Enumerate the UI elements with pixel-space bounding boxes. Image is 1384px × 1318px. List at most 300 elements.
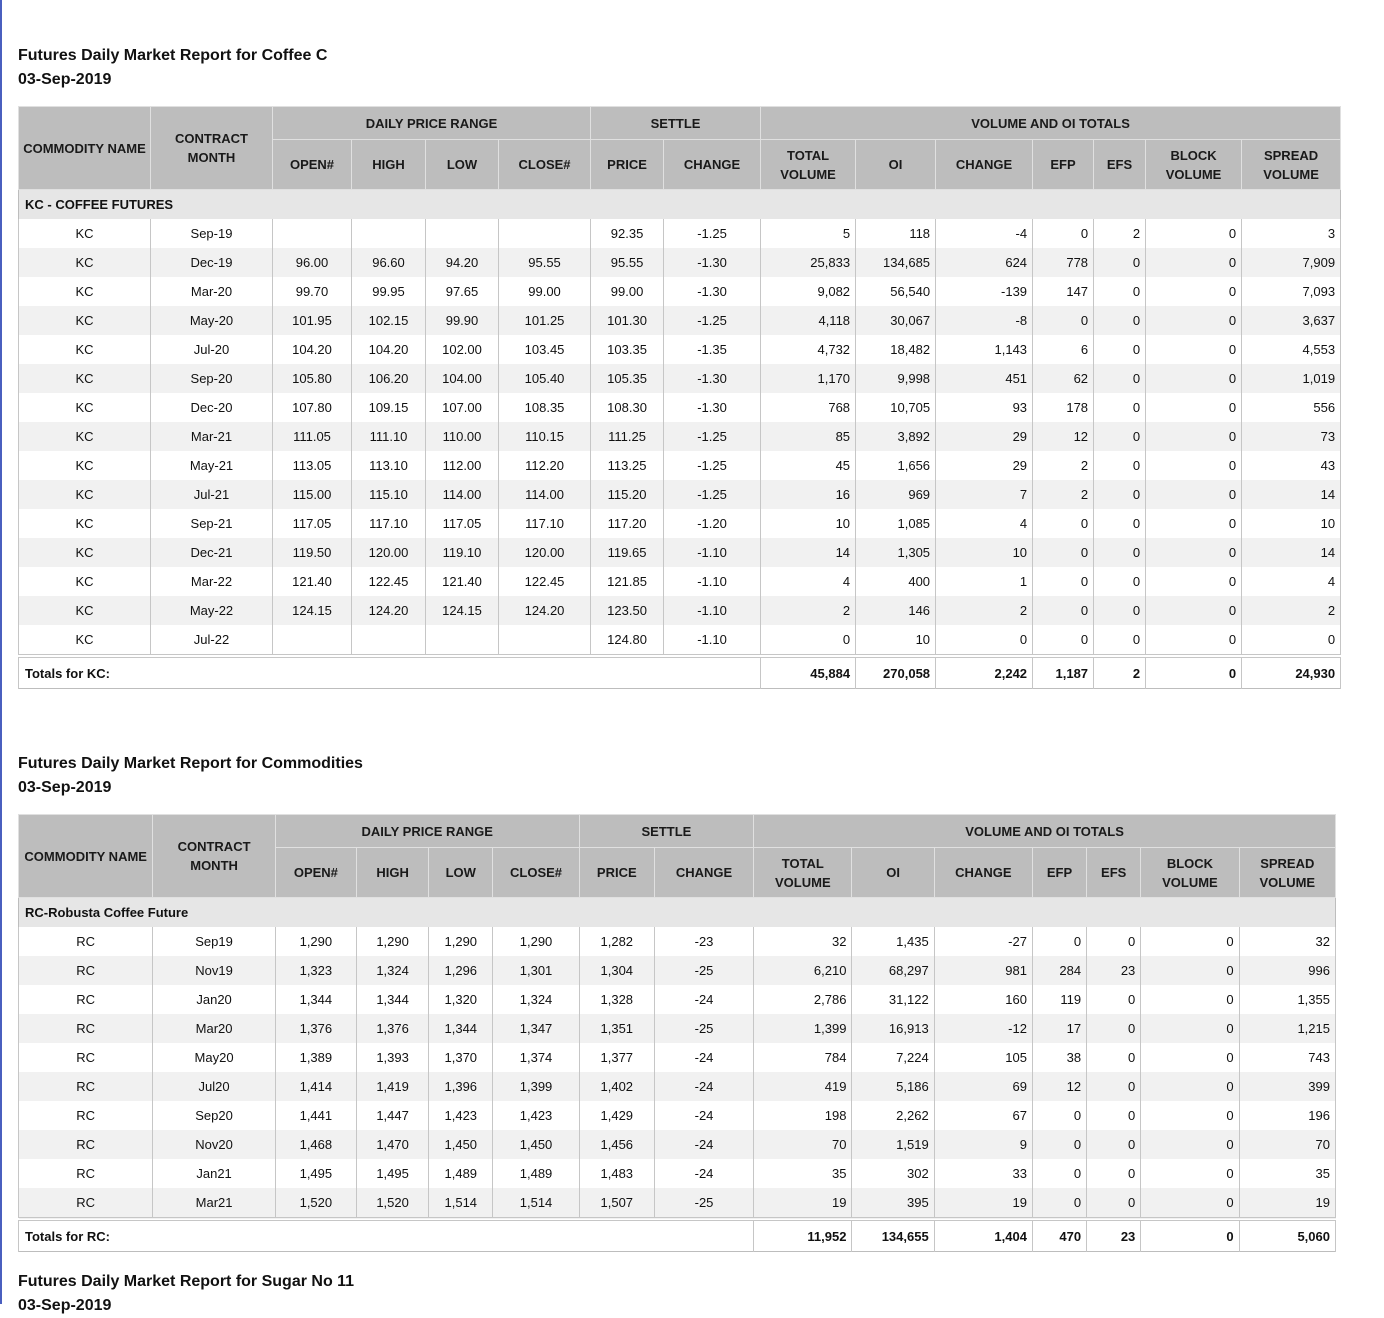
cell-contract-month: Jul20 xyxy=(153,1072,275,1101)
cell-oi-change: -4 xyxy=(936,219,1033,248)
cell-efp: 778 xyxy=(1033,248,1094,277)
cell-settle-price: 1,351 xyxy=(579,1014,654,1043)
cell-oi: 2,262 xyxy=(852,1101,934,1130)
table-row xyxy=(19,1014,1336,1043)
cell-efs: 2 xyxy=(1094,219,1146,248)
cell-close: 108.35 xyxy=(499,393,591,422)
cell-close: 95.55 xyxy=(499,248,591,277)
cell-commodity-name: KC xyxy=(19,480,151,509)
report-title: Futures Daily Market Report for Sugar No 11 xyxy=(18,1273,355,1290)
cell-oi-change: 451 xyxy=(936,364,1033,393)
cell-open: 1,323 xyxy=(275,956,356,985)
cell-efp: 6 xyxy=(1033,335,1094,364)
totals-label: Totals for KC: xyxy=(19,656,761,689)
group-settle: SETTLE xyxy=(579,815,754,848)
col-open: OPEN# xyxy=(275,848,356,898)
cell-contract-month: May-21 xyxy=(151,451,273,480)
cell-open: 117.05 xyxy=(273,509,352,538)
cell-low: 117.05 xyxy=(426,509,499,538)
cell-settle-change: -1.30 xyxy=(664,248,761,277)
total-spread-volume: 5,060 xyxy=(1239,1219,1335,1252)
cell-commodity-name: KC xyxy=(19,509,151,538)
total-oi-change: 1,404 xyxy=(934,1219,1032,1252)
cell-settle-price: 99.00 xyxy=(591,277,664,306)
total-block-volume: 0 xyxy=(1141,1219,1239,1252)
cell-oi: 302 xyxy=(852,1159,934,1188)
cell-efs: 0 xyxy=(1087,985,1141,1014)
cell-open xyxy=(273,625,352,656)
cell-close: 105.40 xyxy=(499,364,591,393)
cell-block-volume: 0 xyxy=(1146,277,1242,306)
cell-oi-change: -12 xyxy=(934,1014,1032,1043)
cell-commodity-name: KC xyxy=(19,393,151,422)
market-table xyxy=(18,814,1336,1252)
cell-total-volume: 4,118 xyxy=(761,306,856,335)
cell-high: 1,324 xyxy=(356,956,428,985)
cell-contract-month: Jul-22 xyxy=(151,625,273,656)
cell-oi-change: 93 xyxy=(936,393,1033,422)
cell-high: 120.00 xyxy=(352,538,426,567)
col-oi: OI xyxy=(852,848,934,898)
cell-spread-volume: 399 xyxy=(1239,1072,1335,1101)
cell-close: 101.25 xyxy=(499,306,591,335)
cell-efp: 0 xyxy=(1032,927,1086,956)
group-label: RC-Robusta Coffee Future xyxy=(19,898,1336,928)
cell-high xyxy=(352,219,426,248)
cell-block-volume: 0 xyxy=(1146,335,1242,364)
cell-close: 1,301 xyxy=(493,956,579,985)
total-block-volume: 0 xyxy=(1146,656,1242,689)
cell-oi-change: -139 xyxy=(936,277,1033,306)
cell-settle-change: -1.30 xyxy=(664,364,761,393)
cell-commodity-name: KC xyxy=(19,364,151,393)
cell-settle-change: -23 xyxy=(654,927,753,956)
cell-oi-change: 33 xyxy=(934,1159,1032,1188)
cell-total-volume: 6,210 xyxy=(754,956,852,985)
cell-high: 117.10 xyxy=(352,509,426,538)
cell-settle-price: 117.20 xyxy=(591,509,664,538)
cell-open: 113.05 xyxy=(273,451,352,480)
total-spread-volume: 24,930 xyxy=(1242,656,1341,689)
cell-contract-month: Jul-20 xyxy=(151,335,273,364)
cell-settle-change: -1.25 xyxy=(664,219,761,248)
col-efs: EFS xyxy=(1087,848,1141,898)
cell-close: 114.00 xyxy=(499,480,591,509)
cell-spread-volume: 14 xyxy=(1242,538,1341,567)
group-label: KC - COFFEE FUTURES xyxy=(19,190,1341,220)
cell-open: 101.95 xyxy=(273,306,352,335)
cell-oi-change: 160 xyxy=(934,985,1032,1014)
cell-efs: 0 xyxy=(1094,248,1146,277)
cell-efp: 0 xyxy=(1033,567,1094,596)
cell-oi-change: 69 xyxy=(934,1072,1032,1101)
cell-settle-change: -1.35 xyxy=(664,335,761,364)
total-efs: 2 xyxy=(1094,656,1146,689)
cell-commodity-name: RC xyxy=(19,1014,153,1043)
cell-spread-volume: 43 xyxy=(1242,451,1341,480)
cell-contract-month: Dec-19 xyxy=(151,248,273,277)
cell-contract-month: Mar-21 xyxy=(151,422,273,451)
cell-block-volume: 0 xyxy=(1146,364,1242,393)
cell-oi: 400 xyxy=(856,567,936,596)
cell-close: 122.45 xyxy=(499,567,591,596)
cell-settle-price: 1,282 xyxy=(579,927,654,956)
cell-open: 1,290 xyxy=(275,927,356,956)
col-settle-price: PRICE xyxy=(579,848,654,898)
report-title: Futures Daily Market Report for Commodities xyxy=(18,755,363,772)
cell-block-volume: 0 xyxy=(1141,1159,1239,1188)
cell-oi-change: 10 xyxy=(936,538,1033,567)
cell-commodity-name: RC xyxy=(19,985,153,1014)
cell-high: 1,344 xyxy=(356,985,428,1014)
cell-contract-month: Nov20 xyxy=(153,1130,275,1159)
cell-spread-volume: 32 xyxy=(1239,927,1335,956)
cell-contract-month: Sep-21 xyxy=(151,509,273,538)
cell-high: 1,447 xyxy=(356,1101,428,1130)
cell-oi-change: 4 xyxy=(936,509,1033,538)
cell-low: 1,514 xyxy=(429,1188,493,1219)
cell-total-volume: 4 xyxy=(761,567,856,596)
cell-total-volume: 2,786 xyxy=(754,985,852,1014)
cell-high xyxy=(352,625,426,656)
table-row xyxy=(19,1159,1336,1188)
cell-commodity-name: KC xyxy=(19,422,151,451)
cell-close: 1,489 xyxy=(493,1159,579,1188)
cell-commodity-name: KC xyxy=(19,335,151,364)
cell-oi: 68,297 xyxy=(852,956,934,985)
group-volume-oi-totals: VOLUME AND OI TOTALS xyxy=(761,107,1341,140)
cell-settle-price: 123.50 xyxy=(591,596,664,625)
cell-settle-price: 101.30 xyxy=(591,306,664,335)
cell-spread-volume: 19 xyxy=(1239,1188,1335,1219)
cell-oi: 31,122 xyxy=(852,985,934,1014)
cell-total-volume: 70 xyxy=(754,1130,852,1159)
cell-efp: 0 xyxy=(1032,1101,1086,1130)
cell-efp: 0 xyxy=(1032,1130,1086,1159)
cell-efp: 2 xyxy=(1033,480,1094,509)
cell-high: 115.10 xyxy=(352,480,426,509)
cell-low: 119.10 xyxy=(426,538,499,567)
cell-low: 102.00 xyxy=(426,335,499,364)
cell-open: 1,414 xyxy=(275,1072,356,1101)
cell-spread-volume: 35 xyxy=(1239,1159,1335,1188)
totals-row xyxy=(19,1219,1336,1252)
cell-open: 1,344 xyxy=(275,985,356,1014)
cell-settle-price: 1,456 xyxy=(579,1130,654,1159)
cell-open: 1,468 xyxy=(275,1130,356,1159)
cell-oi-change: 29 xyxy=(936,451,1033,480)
cell-oi-change: 0 xyxy=(936,625,1033,656)
table-row xyxy=(19,625,1341,656)
cell-low: 1,423 xyxy=(429,1101,493,1130)
cell-spread-volume: 1,019 xyxy=(1242,364,1341,393)
cell-oi: 3,892 xyxy=(856,422,936,451)
col-efp: EFP xyxy=(1033,140,1094,190)
table-body xyxy=(19,219,1341,656)
table-row xyxy=(19,1130,1336,1159)
group-daily-price-range: DAILY PRICE RANGE xyxy=(275,815,579,848)
cell-total-volume: 1,170 xyxy=(761,364,856,393)
cell-settle-price: 111.25 xyxy=(591,422,664,451)
cell-settle-price: 124.80 xyxy=(591,625,664,656)
col-block-volume: BLOCK VOLUME xyxy=(1141,848,1239,898)
cell-low: 1,489 xyxy=(429,1159,493,1188)
cell-efp: 62 xyxy=(1033,364,1094,393)
cell-efs: 0 xyxy=(1094,393,1146,422)
cell-high: 1,376 xyxy=(356,1014,428,1043)
cell-total-volume: 419 xyxy=(754,1072,852,1101)
report-sugar-no-11 xyxy=(18,1270,354,1318)
cell-total-volume: 35 xyxy=(754,1159,852,1188)
cell-low: 107.00 xyxy=(426,393,499,422)
cell-block-volume: 0 xyxy=(1146,538,1242,567)
total-efp: 470 xyxy=(1032,1219,1086,1252)
cell-high: 1,419 xyxy=(356,1072,428,1101)
cell-oi-change: 1,143 xyxy=(936,335,1033,364)
cell-commodity-name: RC xyxy=(19,927,153,956)
cell-spread-volume: 4,553 xyxy=(1242,335,1341,364)
cell-block-volume: 0 xyxy=(1146,480,1242,509)
cell-close: 1,374 xyxy=(493,1043,579,1072)
cell-efs: 0 xyxy=(1094,567,1146,596)
cell-high: 109.15 xyxy=(352,393,426,422)
cell-oi: 30,067 xyxy=(856,306,936,335)
cell-oi-change: 981 xyxy=(934,956,1032,985)
cell-block-volume: 0 xyxy=(1146,248,1242,277)
cell-block-volume: 0 xyxy=(1141,927,1239,956)
cell-oi-change: 9 xyxy=(934,1130,1032,1159)
cell-close: 120.00 xyxy=(499,538,591,567)
cell-efs: 0 xyxy=(1094,451,1146,480)
col-commodity-name: COMMODITY NAME xyxy=(19,815,153,898)
cell-open: 111.05 xyxy=(273,422,352,451)
table-row xyxy=(19,567,1341,596)
cell-efp: 0 xyxy=(1033,219,1094,248)
cell-low: 1,296 xyxy=(429,956,493,985)
report-commodities xyxy=(18,752,1336,1252)
cell-commodity-name: RC xyxy=(19,1130,153,1159)
col-spread-volume: SPREAD VOLUME xyxy=(1239,848,1335,898)
cell-close: 124.20 xyxy=(499,596,591,625)
cell-efs: 0 xyxy=(1094,364,1146,393)
col-open: OPEN# xyxy=(273,140,352,190)
report-title: Futures Daily Market Report for Coffee C xyxy=(18,47,328,64)
cell-total-volume: 1,399 xyxy=(754,1014,852,1043)
col-close: CLOSE# xyxy=(493,848,579,898)
col-settle-change: CHANGE xyxy=(654,848,753,898)
total-efs: 23 xyxy=(1087,1219,1141,1252)
cell-commodity-name: RC xyxy=(19,1043,153,1072)
col-block-volume: BLOCK VOLUME xyxy=(1146,140,1242,190)
group-settle: SETTLE xyxy=(591,107,761,140)
col-efs: EFS xyxy=(1094,140,1146,190)
cell-oi-change: 105 xyxy=(934,1043,1032,1072)
col-low: LOW xyxy=(426,140,499,190)
cell-commodity-name: KC xyxy=(19,567,151,596)
cell-spread-volume: 996 xyxy=(1239,956,1335,985)
cell-efs: 23 xyxy=(1087,956,1141,985)
cell-oi: 10,705 xyxy=(856,393,936,422)
cell-block-volume: 0 xyxy=(1141,985,1239,1014)
cell-settle-change: -1.30 xyxy=(664,277,761,306)
cell-total-volume: 2 xyxy=(761,596,856,625)
cell-settle-change: -24 xyxy=(654,1043,753,1072)
col-contract-month: CONTRACT MONTH xyxy=(153,815,275,898)
cell-oi-change: 2 xyxy=(936,596,1033,625)
cell-settle-price: 103.35 xyxy=(591,335,664,364)
cell-spread-volume: 1,355 xyxy=(1239,985,1335,1014)
cell-commodity-name: KC xyxy=(19,625,151,656)
cell-low: 1,344 xyxy=(429,1014,493,1043)
table-row xyxy=(19,538,1341,567)
cell-oi-change: 67 xyxy=(934,1101,1032,1130)
cell-commodity-name: KC xyxy=(19,277,151,306)
cell-contract-month: Mar-20 xyxy=(151,277,273,306)
table-body xyxy=(19,927,1336,1219)
cell-spread-volume: 70 xyxy=(1239,1130,1335,1159)
cell-close: 1,399 xyxy=(493,1072,579,1101)
cell-block-volume: 0 xyxy=(1141,1188,1239,1219)
cell-high: 99.95 xyxy=(352,277,426,306)
table-row xyxy=(19,927,1336,956)
cell-oi: 5,186 xyxy=(852,1072,934,1101)
cell-efs: 0 xyxy=(1094,422,1146,451)
cell-settle-change: -24 xyxy=(654,1101,753,1130)
cell-close: 1,423 xyxy=(493,1101,579,1130)
cell-efp: 2 xyxy=(1033,451,1094,480)
cell-efp: 178 xyxy=(1033,393,1094,422)
cell-open: 119.50 xyxy=(273,538,352,567)
cell-close: 1,347 xyxy=(493,1014,579,1043)
cell-commodity-name: KC xyxy=(19,538,151,567)
cell-settle-price: 108.30 xyxy=(591,393,664,422)
cell-settle-change: -1.20 xyxy=(664,509,761,538)
cell-low: 124.15 xyxy=(426,596,499,625)
cell-settle-price: 115.20 xyxy=(591,480,664,509)
cell-oi-change: 19 xyxy=(934,1188,1032,1219)
table-row xyxy=(19,1101,1336,1130)
cell-open: 1,389 xyxy=(275,1043,356,1072)
table-row xyxy=(19,596,1341,625)
cell-contract-month: Sep20 xyxy=(153,1101,275,1130)
cell-total-volume: 4,732 xyxy=(761,335,856,364)
col-low: LOW xyxy=(429,848,493,898)
col-efp: EFP xyxy=(1032,848,1086,898)
cell-oi-change: -27 xyxy=(934,927,1032,956)
cell-high: 1,290 xyxy=(356,927,428,956)
cell-settle-price: 1,328 xyxy=(579,985,654,1014)
cell-efp: 0 xyxy=(1032,1159,1086,1188)
cell-spread-volume: 196 xyxy=(1239,1101,1335,1130)
cell-high: 124.20 xyxy=(352,596,426,625)
cell-high: 1,470 xyxy=(356,1130,428,1159)
cell-commodity-name: KC xyxy=(19,451,151,480)
cell-high: 113.10 xyxy=(352,451,426,480)
cell-oi-change: 624 xyxy=(936,248,1033,277)
table-row xyxy=(19,277,1341,306)
cell-high: 106.20 xyxy=(352,364,426,393)
cell-high: 102.15 xyxy=(352,306,426,335)
cell-settle-price: 1,402 xyxy=(579,1072,654,1101)
cell-low xyxy=(426,625,499,656)
cell-spread-volume: 14 xyxy=(1242,480,1341,509)
cell-settle-change: -1.10 xyxy=(664,625,761,656)
cell-close: 1,290 xyxy=(493,927,579,956)
table-row xyxy=(19,1072,1336,1101)
cell-open: 115.00 xyxy=(273,480,352,509)
cell-settle-price: 105.35 xyxy=(591,364,664,393)
cell-low: 112.00 xyxy=(426,451,499,480)
cell-low: 121.40 xyxy=(426,567,499,596)
cell-high: 1,495 xyxy=(356,1159,428,1188)
cell-efp: 284 xyxy=(1032,956,1086,985)
col-commodity-name: COMMODITY NAME xyxy=(19,107,151,190)
cell-spread-volume: 73 xyxy=(1242,422,1341,451)
totals-label: Totals for RC: xyxy=(19,1219,754,1252)
col-spread-volume: SPREAD VOLUME xyxy=(1242,140,1341,190)
cell-settle-price: 121.85 xyxy=(591,567,664,596)
cell-efp: 17 xyxy=(1032,1014,1086,1043)
table-row xyxy=(19,335,1341,364)
total-volume: 11,952 xyxy=(754,1219,852,1252)
cell-efs: 0 xyxy=(1087,1043,1141,1072)
report-date: 03-Sep-2019 xyxy=(18,71,112,88)
table-row xyxy=(19,480,1341,509)
cell-commodity-name: RC xyxy=(19,1072,153,1101)
cell-contract-month: May20 xyxy=(153,1043,275,1072)
cell-settle-change: -1.25 xyxy=(664,451,761,480)
cell-oi: 1,435 xyxy=(852,927,934,956)
cell-settle-price: 1,507 xyxy=(579,1188,654,1219)
table-row xyxy=(19,451,1341,480)
cell-contract-month: Nov19 xyxy=(153,956,275,985)
cell-oi: 1,519 xyxy=(852,1130,934,1159)
cell-close xyxy=(499,625,591,656)
cell-contract-month: Dec-21 xyxy=(151,538,273,567)
cell-settle-change: -25 xyxy=(654,956,753,985)
cell-low: 99.90 xyxy=(426,306,499,335)
cell-settle-change: -1.25 xyxy=(664,306,761,335)
cell-spread-volume: 556 xyxy=(1242,393,1341,422)
cell-spread-volume: 0 xyxy=(1242,625,1341,656)
cell-oi: 1,085 xyxy=(856,509,936,538)
cell-oi: 1,305 xyxy=(856,538,936,567)
cell-oi: 56,540 xyxy=(856,277,936,306)
totals-row xyxy=(19,656,1341,689)
total-oi: 270,058 xyxy=(856,656,936,689)
cell-low: 110.00 xyxy=(426,422,499,451)
cell-contract-month: Dec-20 xyxy=(151,393,273,422)
cell-open: 1,520 xyxy=(275,1188,356,1219)
cell-high: 104.20 xyxy=(352,335,426,364)
cell-high: 96.60 xyxy=(352,248,426,277)
cell-contract-month: Mar21 xyxy=(153,1188,275,1219)
cell-open: 105.80 xyxy=(273,364,352,393)
table-row xyxy=(19,364,1341,393)
cell-settle-change: -24 xyxy=(654,1130,753,1159)
cell-efs: 0 xyxy=(1094,538,1146,567)
cell-efp: 0 xyxy=(1033,538,1094,567)
report-date: 03-Sep-2019 xyxy=(18,1297,112,1314)
cell-efp: 0 xyxy=(1033,306,1094,335)
cell-settle-change: -24 xyxy=(654,985,753,1014)
cell-settle-change: -25 xyxy=(654,1188,753,1219)
cell-settle-change: -1.10 xyxy=(664,567,761,596)
cell-close: 1,514 xyxy=(493,1188,579,1219)
cell-total-volume: 10 xyxy=(761,509,856,538)
cell-commodity-name: KC xyxy=(19,248,151,277)
cell-low: 1,396 xyxy=(429,1072,493,1101)
